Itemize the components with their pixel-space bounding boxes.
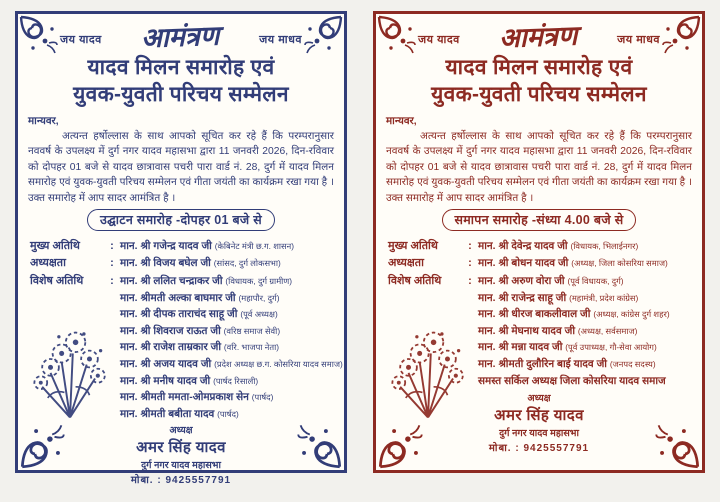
signatory-role: अध्यक्ष (527, 393, 551, 404)
guest-name: मान. श्री धीरज बाकलीवाल जी (अध्यक्ष, कांग्रेस दुर्ग शहर) (478, 309, 670, 321)
guest-name: मान. श्री शिवराज राऊत जी (वरिष्ठ समाज सेवी) (120, 325, 281, 337)
guest-list (18, 233, 344, 423)
guest-name: मान. श्री देवेन्द्र यादव जी (विधायक, भिलाईनगर) (478, 240, 639, 252)
guest-detail: (विधायक, दुर्ग ग्रामीण) (225, 276, 293, 286)
guest-name: मान. श्री दीपक ताराचंद साहू जी (पूर्व अध्यक्ष) (120, 309, 278, 321)
guest-colon: : (468, 257, 472, 270)
invitation-card-left (15, 11, 347, 487)
guest-detail: (सांसद, दुर्ग लोकसभा) (213, 258, 281, 269)
guest-detail: (पार्षद) (217, 408, 239, 419)
floral-corner-ornament-icon (377, 423, 425, 469)
section-header-wrap (376, 209, 702, 231)
card-header (376, 14, 702, 54)
salutation: मान्यवर, (386, 115, 417, 127)
guest-detail: (अध्यक्ष, कांग्रेस दुर्ग शहर) (593, 309, 670, 320)
invitation-paragraph: अत्यन्त हर्षोल्लास के साथ आपको सूचित कर रहे हैं कि परम्परानुसार नववर्ष के उपलक्ष्य में दुर्ग नगर यादव महासभा द्वारा 11 जनवरी 2026, दिन-रविवार को दोपहर 01 बजे से यादव छात्रावास पचरी पारा वार्ड नं. 28, दुर्ग में यादव मिलन समारोह एवं युवक-युवती परिचय सम्मेलन एवं गीता जयंती का कार्यक्रम रखा गया है । उक्त समारोह में आप सादर आमंत्रित है । (28, 131, 334, 204)
invitation-paragraph: अत्यन्त हर्षोल्लास के साथ आपको सूचित कर रहे हैं कि परम्परानुसार नववर्ष के उपलक्ष्य में दुर्ग नगर यादव महासभा द्वारा 11 जनवरी 2026, दिन-रविवार को दोपहर 01 बजे से यादव छात्रावास पचरी पारा वार्ड नं. 28, दुर्ग में यादव मिलन समारोह एवं युवक-युवती परिचय सम्मेलन एवं गीता जयंती का कार्यक्रम रखा गया है । उक्त समारोह में आप सादर आमंत्रित है । (386, 131, 692, 204)
guest-colon: : (468, 275, 472, 287)
jai-madhav-label: जय माधव (617, 34, 660, 46)
guest-detail: (केबिनेट मंत्री छ.ग. शासन) (214, 240, 295, 251)
guest-detail: (अध्यक्ष, जिला कोसरिया समाज) (571, 258, 668, 269)
contact-phone: मोबा. : 9425557791 (488, 443, 590, 454)
guest-name: मान. श्री अरुण वोरा जी (पूर्व विधायक, दुर्ग) (478, 276, 624, 287)
guest-detail: (वरिष्ठ समाज सेवी) (223, 325, 281, 336)
jai-yadav-label: जय यादव (60, 34, 102, 46)
guest-name: मान. श्री मेघनाथ यादव जी (अध्यक्ष, सर्वसमाज) (478, 325, 638, 337)
event-title-line1: यादव मिलन समारोह एवं (87, 56, 275, 79)
guest-name: मान. श्री विजय बघेल जी (सांसद, दुर्ग लोकसभा) (120, 258, 281, 270)
guest-detail: (अध्यक्ष, सर्वसमाज) (577, 325, 638, 336)
guest-name: मान. श्री राजेश ताम्रकार जी (वरि. भाजपा नेता) (120, 342, 279, 354)
jai-madhav-label: जय माधव (259, 34, 302, 46)
guest-list (376, 233, 702, 390)
event-title-line2: युवक-युवती परिचय सम्मेलन (431, 83, 647, 107)
card-header (18, 14, 344, 54)
guest-row (30, 238, 336, 253)
guest-role-label: विशेष अतिथि (30, 275, 84, 287)
invitation-card-right (373, 11, 705, 473)
guest-name: मान. श्री अजय यादव जी (प्रदेश अध्यक्ष छ.ग. कोसरिया यादव समाज) (120, 358, 343, 370)
flower-bouquet-icon (28, 295, 112, 423)
signatory-organization: दुर्ग नगर यादव महासभा (141, 460, 221, 472)
event-title (376, 54, 702, 109)
guest-detail: (वरि. भाजपा नेता) (223, 342, 279, 353)
event-title-line1: यादव मिलन समारोह एवं (445, 56, 633, 79)
guest-row (30, 255, 336, 270)
flower-bouquet-icon (386, 295, 470, 423)
guest-role-label: विशेष अतिथि (388, 275, 442, 287)
aamantran-calligraphy: आमंत्रण (498, 20, 579, 54)
guest-role-label: अध्यक्षता (30, 257, 66, 270)
floral-corner-ornament-icon (661, 15, 701, 55)
guest-name: समस्त सर्किल अध्यक्ष जिला कोसरिया यादव समाज (478, 375, 666, 387)
guest-name: मान. श्रीमती बबीता यादव (पार्षद) (120, 408, 239, 420)
signatory-role: अध्यक्ष (169, 425, 193, 437)
guest-detail: (पूर्व अध्यक्ष) (240, 309, 278, 320)
guest-name: मान. श्री राजेन्द्र साहू जी (महामंत्री, प्रदेश कांग्रेस) (478, 292, 639, 304)
floral-corner-ornament-icon (303, 15, 343, 55)
invitation-body (18, 109, 344, 207)
guest-detail: (प्रदेश अध्यक्ष छ.ग. कोसरिया यादव समाज) (214, 358, 343, 369)
guest-row (30, 273, 336, 288)
guest-detail: (पार्षद) (251, 392, 274, 403)
floral-corner-ornament-icon (377, 15, 417, 55)
guest-name: मान. श्री मन्ना यादव जी (पूर्व उपाध्यक्ष, गौ-सेवा आयोग) (478, 342, 657, 354)
guest-colon: : (468, 239, 472, 252)
guest-name: मान. श्री ललित चन्द्राकर जी (विधायक, दुर्ग ग्रामीण) (120, 276, 293, 287)
signatory-name: अमर सिंह यादव (136, 439, 226, 457)
guest-name: मान. श्री बोधन यादव जी (अध्यक्ष, जिला कोसरिया समाज) (478, 258, 668, 270)
contact-phone: मोबा. : 9425557791 (130, 475, 232, 487)
guest-detail: (महापौर, दुर्ग) (238, 292, 280, 303)
signatory-organization: दुर्ग नगर यादव महासभा (499, 428, 579, 439)
guest-role-label: मुख्य अतिथि (30, 239, 80, 252)
guest-name: मान. श्री मनीष यादव जी (पार्षद रिसाली) (120, 375, 259, 387)
guest-detail: (पूर्व उपाध्यक्ष, गौ-सेवा आयोग) (565, 342, 657, 353)
guest-colon: : (110, 257, 114, 270)
signatory-name: अमर सिंह यादव (494, 407, 584, 424)
guest-row (388, 273, 694, 288)
guest-detail: (विधायक, भिलाईनगर) (570, 240, 639, 251)
guest-detail: (पूर्व विधायक, दुर्ग) (567, 276, 624, 286)
invitation-body (376, 109, 702, 207)
guest-name: मान. श्रीमती ममता-ओमप्रकाश सेन (पार्षद) (120, 392, 274, 404)
guest-detail: (जनपद सदस्य) (609, 358, 656, 369)
section-header-wrap (18, 209, 344, 231)
floral-corner-ornament-icon (295, 423, 343, 469)
guest-name: मान. श्री गजेन्द्र यादव जी (केबिनेट मंत्री छ.ग. शासन) (120, 240, 295, 252)
guest-detail: (पार्षद रिसाली) (213, 375, 259, 386)
guest-detail: (महामंत्री, प्रदेश कांग्रेस) (569, 292, 639, 303)
event-title-line2: युवक-युवती परिचय सम्मेलन (73, 83, 289, 107)
guest-name: मान. श्रीमती अल्का बाघमार जी (महापौर, दुर्ग) (120, 292, 280, 304)
floral-corner-ornament-icon (19, 15, 59, 55)
event-title (18, 54, 344, 109)
guest-role-label: अध्यक्षता (388, 257, 424, 270)
section-header-oval: उद्घाटन समारोह -दोपहर 01 बजे से (87, 209, 275, 231)
floral-corner-ornament-icon (19, 423, 67, 469)
guest-colon: : (110, 239, 114, 252)
floral-corner-ornament-icon (653, 423, 701, 469)
guest-row (388, 255, 694, 270)
guest-role-label: मुख्य अतिथि (388, 239, 438, 252)
guest-name: मान. श्रीमती दुलौरिन बाई यादव जी (जनपद सदस्य) (478, 358, 656, 370)
guest-row (388, 238, 694, 253)
jai-yadav-label: जय यादव (418, 34, 460, 46)
guest-colon: : (110, 275, 114, 287)
section-header-oval: समापन समारोह -संध्या 4.00 बजे से (442, 209, 637, 231)
aamantran-calligraphy: आमंत्रण (140, 20, 221, 54)
salutation: मान्यवर, (28, 115, 59, 127)
